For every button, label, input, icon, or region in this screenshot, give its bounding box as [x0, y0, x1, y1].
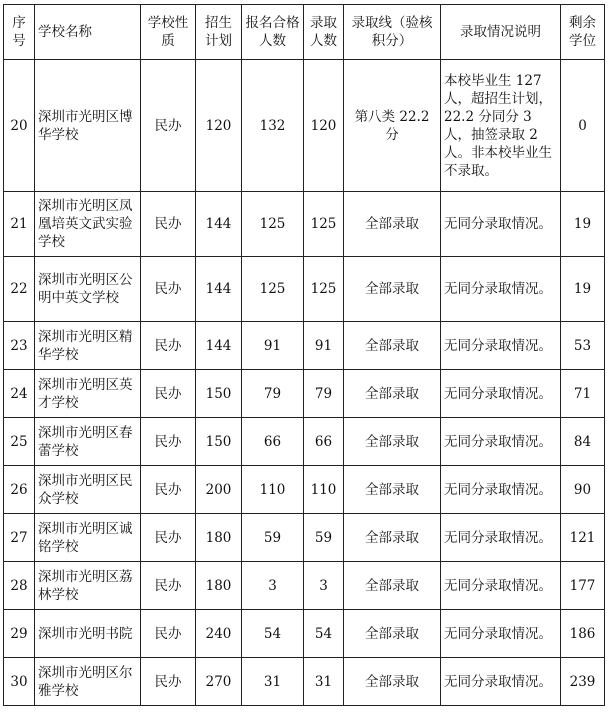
cell-cutoff: 全部录取 [344, 192, 441, 257]
header-remaining: 剩余学位 [561, 5, 605, 60]
cell-type: 民办 [141, 562, 196, 610]
cell-school: 深圳市光明区民众学校 [35, 466, 141, 514]
cell-note: 无同分录取情况。 [441, 322, 561, 370]
table-row [4, 610, 605, 658]
cell-cutoff: 全部录取 [344, 562, 441, 610]
cell-admitted: 125 [304, 192, 344, 257]
cell-school: 深圳市光明区尔雅学校 [35, 658, 141, 706]
cell-school: 深圳市光明区博华学校 [35, 60, 141, 192]
cell-plan: 180 [196, 562, 242, 610]
cell-cutoff: 全部录取 [344, 610, 441, 658]
cell-cutoff: 全部录取 [344, 418, 441, 466]
cell-seq: 27 [4, 514, 35, 562]
header-notes: 录取情况说明 [441, 5, 561, 60]
cell-remaining: 19 [561, 192, 605, 257]
header-cutoff: 录取线（验核积分） [344, 5, 441, 60]
header-admitted: 录取人数 [304, 5, 344, 60]
cell-cutoff: 全部录取 [344, 322, 441, 370]
admission-table [3, 4, 605, 706]
cell-remaining: 84 [561, 418, 605, 466]
cell-school: 深圳市光明区凤凰培英文武实验学校 [35, 192, 141, 257]
cell-remaining: 90 [561, 466, 605, 514]
cell-type: 民办 [141, 658, 196, 706]
cell-admitted: 66 [304, 418, 344, 466]
table-row [4, 418, 605, 466]
cell-plan: 144 [196, 257, 242, 322]
cell-remaining: 53 [561, 322, 605, 370]
cell-admitted: 3 [304, 562, 344, 610]
cell-type: 民办 [141, 610, 196, 658]
cell-admitted: 31 [304, 658, 344, 706]
cell-qualified: 54 [242, 610, 304, 658]
table-row [4, 370, 605, 418]
cell-note: 无同分录取情况。 [441, 418, 561, 466]
cell-type: 民办 [141, 466, 196, 514]
cell-school: 深圳市光明书院 [35, 610, 141, 658]
cell-school: 深圳市光明区春蕾学校 [35, 418, 141, 466]
cell-remaining: 186 [561, 610, 605, 658]
cell-qualified: 59 [242, 514, 304, 562]
cell-qualified: 132 [242, 60, 304, 192]
cell-plan: 144 [196, 322, 242, 370]
cell-cutoff: 全部录取 [344, 514, 441, 562]
cell-school: 深圳市光明区公明中英文学校 [35, 257, 141, 322]
cell-note: 无同分录取情况。 [441, 192, 561, 257]
cell-note: 无同分录取情况。 [441, 562, 561, 610]
cell-seq: 23 [4, 322, 35, 370]
cell-school: 深圳市光明区诚铭学校 [35, 514, 141, 562]
cell-plan: 270 [196, 658, 242, 706]
cell-seq: 21 [4, 192, 35, 257]
table-row [4, 658, 605, 706]
cell-remaining: 177 [561, 562, 605, 610]
cell-admitted: 91 [304, 322, 344, 370]
cell-seq: 28 [4, 562, 35, 610]
cell-admitted: 59 [304, 514, 344, 562]
cell-plan: 120 [196, 60, 242, 192]
cell-remaining: 71 [561, 370, 605, 418]
cell-plan: 180 [196, 514, 242, 562]
cell-school: 深圳市光明区荔林学校 [35, 562, 141, 610]
cell-plan: 144 [196, 192, 242, 257]
cell-admitted: 110 [304, 466, 344, 514]
cell-cutoff: 全部录取 [344, 370, 441, 418]
cell-type: 民办 [141, 257, 196, 322]
table-row [4, 257, 605, 322]
table-row [4, 192, 605, 257]
cell-seq: 25 [4, 418, 35, 466]
cell-seq: 30 [4, 658, 35, 706]
cell-qualified: 125 [242, 192, 304, 257]
cell-school: 深圳市光明区精华学校 [35, 322, 141, 370]
cell-qualified: 31 [242, 658, 304, 706]
table-row [4, 562, 605, 610]
cell-type: 民办 [141, 322, 196, 370]
cell-type: 民办 [141, 60, 196, 192]
cell-cutoff: 全部录取 [344, 257, 441, 322]
document-page [3, 4, 605, 706]
cell-admitted: 54 [304, 610, 344, 658]
cell-plan: 150 [196, 370, 242, 418]
header-row [4, 5, 605, 60]
cell-admitted: 120 [304, 60, 344, 192]
header-seq: 序号 [4, 5, 35, 60]
cell-remaining: 121 [561, 514, 605, 562]
cell-note: 无同分录取情况。 [441, 514, 561, 562]
cell-cutoff: 第八类 22.2 分 [344, 60, 441, 192]
cell-seq: 29 [4, 610, 35, 658]
header-enroll-plan: 招生计划 [196, 5, 242, 60]
cell-admitted: 125 [304, 257, 344, 322]
cell-plan: 150 [196, 418, 242, 466]
cell-plan: 240 [196, 610, 242, 658]
table-row [4, 514, 605, 562]
cell-seq: 24 [4, 370, 35, 418]
cell-note: 无同分录取情况。 [441, 466, 561, 514]
table-row [4, 322, 605, 370]
cell-note: 本校毕业生 127 人，超招生计划，22.2 分同分 3 人，抽签录取 2 人。非本校毕业生不录取。 [441, 60, 561, 192]
cell-type: 民办 [141, 514, 196, 562]
cell-type: 民办 [141, 192, 196, 257]
cell-cutoff: 全部录取 [344, 466, 441, 514]
cell-qualified: 110 [242, 466, 304, 514]
cell-admitted: 79 [304, 370, 344, 418]
cell-school: 深圳市光明区英才学校 [35, 370, 141, 418]
cell-note: 无同分录取情况。 [441, 370, 561, 418]
cell-cutoff: 全部录取 [344, 658, 441, 706]
cell-remaining: 0 [561, 60, 605, 192]
cell-note: 无同分录取情况。 [441, 658, 561, 706]
cell-note: 无同分录取情况。 [441, 610, 561, 658]
cell-seq: 22 [4, 257, 35, 322]
cell-qualified: 125 [242, 257, 304, 322]
table-row [4, 60, 605, 192]
cell-note: 无同分录取情况。 [441, 257, 561, 322]
cell-remaining: 19 [561, 257, 605, 322]
cell-qualified: 3 [242, 562, 304, 610]
cell-qualified: 66 [242, 418, 304, 466]
cell-seq: 26 [4, 466, 35, 514]
header-qualified: 报名合格人数 [242, 5, 304, 60]
cell-type: 民办 [141, 418, 196, 466]
cell-plan: 200 [196, 466, 242, 514]
cell-remaining: 239 [561, 658, 605, 706]
cell-type: 民办 [141, 370, 196, 418]
cell-qualified: 91 [242, 322, 304, 370]
header-school-type: 学校性质 [141, 5, 196, 60]
table-row [4, 466, 605, 514]
cell-seq: 20 [4, 60, 35, 192]
header-school-name: 学校名称 [35, 5, 141, 60]
cell-qualified: 79 [242, 370, 304, 418]
